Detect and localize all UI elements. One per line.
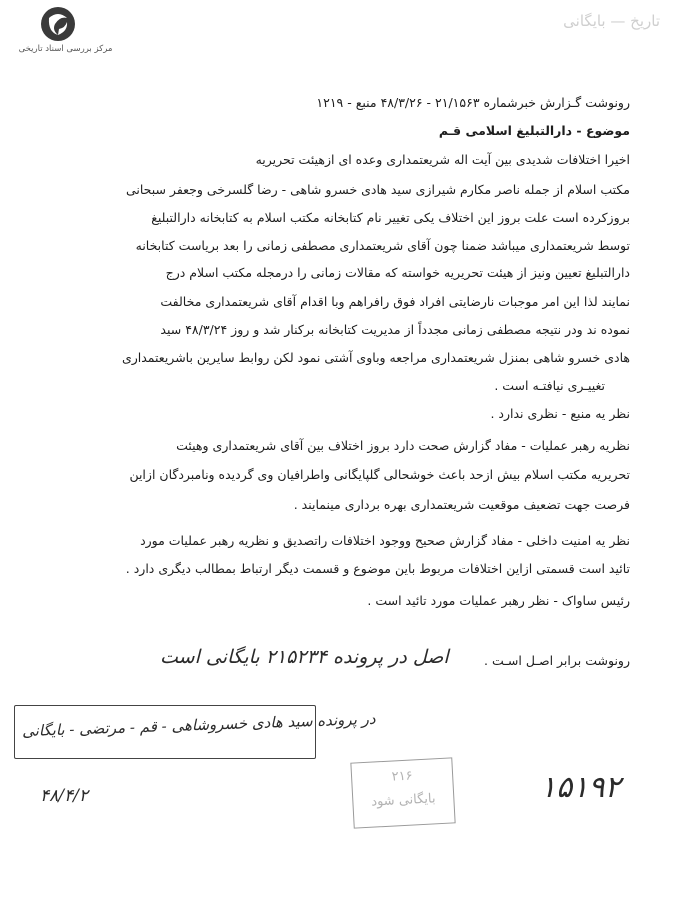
handwritten-original-note: اصل در پرونده ۲۱۵۲۳۴ بایگانی است xyxy=(160,646,449,668)
body-line: نمایند لذا این امر موجبات نارضایتی افراد فوق رافراهم وبا اقدام آقای شریعتمداری مخالفت xyxy=(160,294,630,309)
top-faint-stamp: تاریخ — بایگانی xyxy=(563,12,660,30)
body-line: دارالتبلیغ تعیین ونیز از هیئت تحریریه خواسته که مقالات زمانی را درمجله مکتب اسلام درج xyxy=(165,265,630,280)
internal-security-opinion: تائید است قسمتی ازاین اختلافات مربوط باین موضوع و قسمت دیگر ارتباط بمطالب دیگری دارد . xyxy=(125,561,630,576)
internal-security-opinion: نظر یه امنیت داخلی - مفاد گزارش صحیح ووجود اختلافات راتصدیق و نظریه رهبر عملیات مورد xyxy=(140,533,630,548)
archive-logo xyxy=(8,4,118,60)
body-line: مکتب اسلام از جمله ناصر مکارم شیرازی سید هادی خسرو شاهی - رضا گلسرخی وجعفر سبحانی xyxy=(125,182,630,197)
handwritten-file-note: در پرونده سید هادی خسروشاهی - قم - مرتضی - بایگانی xyxy=(21,709,376,741)
handwritten-date: ۴۸/۴/۲ xyxy=(40,786,88,806)
report-subject: موضوع - دارالتبلیغ اسلامی قـم xyxy=(438,123,630,138)
report-header: رونوشت گـزارش خبرشماره ۲۱/۱۵۶۳ - ۴۸/۳/۲۶ منبع - ۱۲۱۹ xyxy=(316,95,630,110)
source-opinion: نظر یه منبع - نظری ندارد . xyxy=(490,406,630,421)
body-line: تغییـری نیافتـه است . xyxy=(494,378,605,393)
body-line: نموده ند ودر نتیجه مصطفی زمانی مجدداً از مدیریت کتابخانه برکنار شد و روز ۴۸/۳/۲۴ سید xyxy=(160,322,630,337)
body-line: بروزکرده است علت بروز این اختلاف یکی تغییر نام کتابخانه مکتب اسلام به کتابخانه دارالتبلیغ xyxy=(151,210,630,225)
ops-leader-opinion: نظریه رهبر عملیات - مفاد گزارش صحت دارد بروز اختلاف بین آقای شریعتمداری وهیئت xyxy=(176,438,630,453)
ops-leader-opinion: تحریریه مکتب اسلام بیش ازحد باعث خوشحالی گلپایگانی واطرافیان وی گردیده ونامبردگان ازاین xyxy=(129,467,630,482)
logo-text: مرکز بررسی اسناد تاریخی xyxy=(18,44,113,54)
copy-note: رونوشت برابر اصـل اسـت . xyxy=(484,653,630,668)
body-line: توسط شریعتمداری میباشد ضمنا چون آقای شریعتمداری مصطفی زمانی را بعد بریاست کتابخانه xyxy=(135,238,630,253)
archive-stamp xyxy=(350,757,455,828)
ops-leader-opinion: فرصت جهت تضعیف موقعیت شریعتمداری بهره برداری مینمایند . xyxy=(293,497,630,512)
stamp-number: ۲۱۶ xyxy=(391,768,413,785)
archive-logo-icon xyxy=(38,4,78,44)
body-line: اخیرا اختلافات شدیدی بین آیت اله شریعتمداری وعده ای ازهیئت تحریریه xyxy=(255,152,630,167)
handwritten-number: ۱۵۱۹۲ xyxy=(540,770,621,805)
savak-chief-opinion: رئیس ساواک - نظر رهبر عملیات مورد تائید است . xyxy=(367,593,630,608)
stamp-text: بایگانی شود xyxy=(370,791,436,810)
body-line: هادی خسرو شاهی بمنزل شریعتمداری مراجعه وباوی آشتی نمود لکن روابط سایرین باشریعتمداری xyxy=(121,350,630,365)
